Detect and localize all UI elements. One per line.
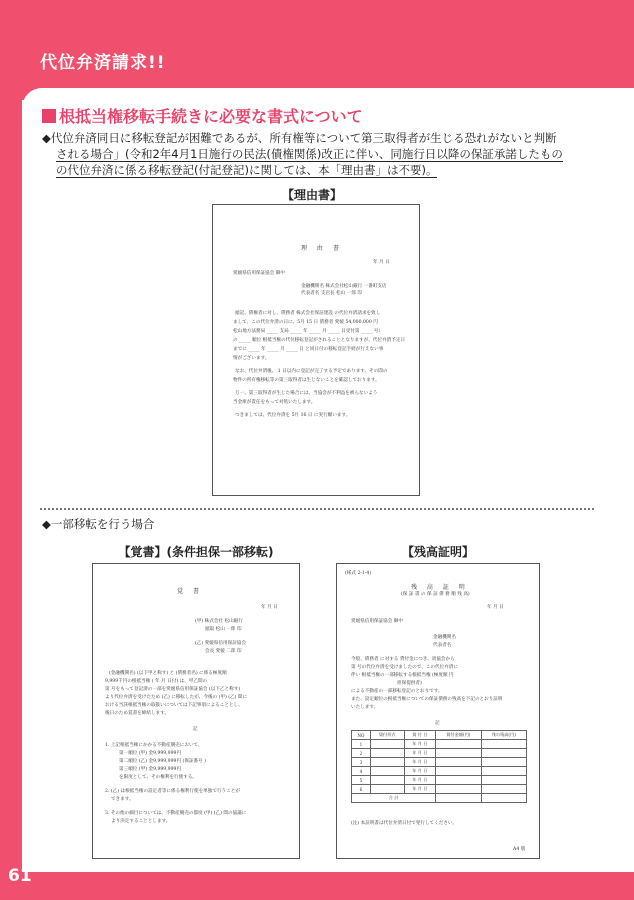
intro-line-1: ◆代位弁済同日に移転登記が困難であるが、所有権等について第三取得者が生じる恐れがないと判断 — [42, 131, 557, 145]
row-no: 4 — [352, 767, 371, 776]
balance-ki: 記 — [435, 721, 440, 726]
memo-party-1: (甲) 株式会社 松山銀行 — [195, 619, 243, 624]
row-type — [370, 749, 404, 758]
square-bullet-icon — [42, 109, 56, 123]
reason-body-10: 当金庫が責任をもって対処いたします。 — [233, 400, 316, 405]
intro-line-3: の代位弁済に係る移転登記(付記登記)に関しては、本「理由書」は不要)。 — [56, 163, 438, 177]
row-amount — [436, 776, 481, 785]
balance-document — [336, 563, 540, 859]
reason-from-1: 金融機関名 株式会社松山銀行 一番町支店 — [301, 284, 387, 289]
reason-to: 愛媛県信用保証協会 御中 — [233, 271, 285, 276]
balance-subtitle: (保 証 書 の 保 証 債 務 額 残 高) — [401, 592, 470, 597]
balance-body-4: 担保提供者) — [397, 681, 422, 686]
row-date: 年 月 日 — [404, 767, 435, 776]
balance-form-no: (様式 2-1-4) — [345, 571, 372, 576]
memo-item-2: 第一順位 (甲) 金9,999,999円 — [119, 751, 182, 756]
row-no: 3 — [352, 758, 371, 767]
balance-th-balance: 残の残高(円) — [481, 731, 526, 740]
memo-item-1: 1. 上記根抵当権にかかる不動産競売において、 — [105, 743, 203, 748]
heading — [42, 104, 363, 127]
balance-body-5: による不動産の一部移転登記のとおりです。 — [351, 689, 443, 694]
balance-th-type: 貸付形式 — [370, 731, 404, 740]
balance-table-header — [352, 731, 527, 740]
table-row — [352, 776, 527, 785]
section-title: 代位弁済請求!! — [40, 53, 166, 73]
total-amount — [436, 794, 481, 803]
table-row — [352, 749, 527, 758]
reason-body-7: なお、代位弁済後、 1 日以内に登記が完了する予定であります。その間の — [235, 369, 388, 374]
balance-caption: 【残高証明】 — [401, 545, 474, 559]
table-row — [352, 767, 527, 776]
reason-body-9: 万一、第三取得者が生じた場合には、当協会が不利益を被らないよう — [235, 391, 378, 396]
row-date: 年 月 日 — [404, 776, 435, 785]
row-no: 5 — [352, 776, 371, 785]
row-no: 6 — [352, 785, 371, 794]
memo-item-8: 3. その他の細目については、不動産競売の都度 (甲) (乙) 間の協議に — [105, 811, 247, 816]
total-label: 合 計 — [352, 794, 436, 803]
subheading: ◆一部移転を行う場合 — [42, 517, 155, 531]
table-row — [352, 740, 527, 749]
row-amount — [436, 758, 481, 767]
row-no: 1 — [352, 740, 371, 749]
row-balance — [481, 776, 526, 785]
balance-th-no: NO — [352, 731, 371, 740]
reason-document — [212, 204, 420, 496]
reason-date: 年 月 日 — [373, 260, 390, 265]
memo-ki: 記 — [193, 727, 198, 732]
reason-body-11: つきましては、代位弁済を 5月 16 日 に実行願います。 — [235, 413, 351, 418]
row-balance — [481, 758, 526, 767]
balance-bank: 金融機関名 — [433, 635, 456, 640]
balance-title: 残 高 証 明 — [411, 584, 469, 591]
balance-body-2: 第 号の代位弁済を受けましたので、この代位弁済に — [351, 665, 459, 670]
reason-title: 理 由 書 — [301, 245, 343, 252]
memo-body-6: 後日のため覚書を締結します。 — [105, 711, 169, 716]
memo-date: 年 月 日 — [261, 605, 278, 610]
row-date: 年 月 日 — [404, 749, 435, 758]
row-no: 2 — [352, 749, 371, 758]
balance-table — [351, 730, 527, 803]
memo-title: 覚 書 — [177, 588, 203, 595]
row-amount — [436, 740, 481, 749]
balance-th-date: 貸 付 日 — [404, 731, 435, 740]
dotted-divider — [40, 508, 594, 510]
heading-text: 根抵当権移転手続きに必要な書式について — [59, 107, 363, 126]
row-type — [370, 758, 404, 767]
balance-th-amount: 貸付金額(円) — [436, 731, 481, 740]
row-date: 年 月 日 — [404, 758, 435, 767]
reason-body-2: まして、この代位弁済の日に、5月 15 日 債務者 愛媛 54,000,000 円 — [233, 320, 378, 325]
memo-party-1b: 頭取 松山 一郎 印 — [205, 627, 242, 632]
row-amount — [436, 767, 481, 776]
balance-rep: 代表者名 — [433, 643, 452, 648]
intro-paragraph — [42, 130, 602, 178]
row-balance — [481, 767, 526, 776]
memo-party-2: (乙) 愛媛県信用保証協会 — [195, 641, 246, 646]
balance-note: (注) 本証明書は代位弁済日付で発行してください。 — [351, 821, 458, 826]
table-row — [352, 785, 527, 794]
row-type — [370, 785, 404, 794]
memo-item-6: 2. (乙) は根抵当権の設定者等に係る権利行使を単独で行うことが — [105, 789, 240, 794]
row-type — [370, 740, 404, 749]
balance-to: 愛媛県信用保証協会 御中 — [351, 619, 403, 624]
reason-body-8: 物件の所有権移転等の第三取得者は生じないことを確認しております。 — [233, 378, 380, 383]
memo-body-1: (金融機関名) (以下甲と称す) と (債務者名) に係る極度額 — [109, 671, 227, 676]
reason-body-4: の _____ 順位 根抵当権の代位移転登記がされることとなりますが、代位弁済予定日 — [233, 338, 406, 343]
row-balance — [481, 749, 526, 758]
balance-body-7: いたします。 — [351, 705, 379, 710]
page-number: 61 — [8, 866, 32, 886]
total-balance — [481, 794, 526, 803]
table-row — [352, 758, 527, 767]
memo-document — [92, 563, 300, 859]
memo-party-2b: 会長 愛媛 二郎 印 — [205, 649, 242, 654]
memo-body-5: おける当該根抵当権の取扱いについては下記事項によることとし、 — [105, 703, 243, 708]
row-amount — [436, 749, 481, 758]
memo-item-5: を限度として、その権利を行使する。 — [119, 775, 198, 780]
table-total-row — [352, 794, 527, 803]
balance-date: 年 月 日 — [487, 605, 504, 610]
reason-body-3: 松山地方法務局 _____ 支局 _____ 年 _____ 月 _____ 日受付第 _____ 号） — [233, 329, 384, 334]
row-date: 年 月 日 — [404, 740, 435, 749]
reason-from-2: 代表者名 支店長 松山 一郎 印 — [301, 291, 362, 296]
row-balance — [481, 785, 526, 794]
reason-body-6: 情がございます。 — [233, 356, 270, 361]
memo-item-9: より決定することとします。 — [111, 819, 171, 824]
row-date: 年 月 日 — [404, 785, 435, 794]
memo-body-4: より代位弁済を受けたため (乙) に移転したが、今後の (甲) (乙) 間に — [105, 695, 248, 700]
row-type — [370, 776, 404, 785]
balance-footer: A4 版 — [513, 847, 526, 852]
balance-body-1: 今般、債務者 に対する 貸付金につき、貴協会から — [351, 657, 455, 662]
memo-body-2: 9,999千円の根抵当権 ( 年 月 日付) は、甲乙間の — [105, 679, 208, 684]
row-amount — [436, 785, 481, 794]
row-type — [370, 767, 404, 776]
reason-body-5: までに _____ 年 _____ 月 _____ 日 と同日付の移転登記手続が行えない事 — [233, 347, 384, 352]
memo-item-4: 第三順位 (甲) 金9,999,999円 — [119, 767, 182, 772]
reason-caption: 【理由書】 — [281, 188, 342, 202]
intro-line-2: される場合」(令和2年4月1日施行の民法(債権関係)改正に伴い、同施行日以降の保証承諾したもの — [56, 147, 563, 161]
balance-body-3: 伴い 根抵当権の一部移転する根抵当権 (極度額 円 — [351, 673, 454, 678]
balance-body-6: また、設定順位の根抵当権についての保証債務の残高を下記のとおり証明 — [351, 697, 503, 702]
row-balance — [481, 740, 526, 749]
memo-item-3: 第二順位 (乙) 金9,999,999円 (保証番号 ) — [119, 759, 206, 764]
memo-item-7: できます。 — [111, 797, 134, 802]
memo-caption: 【覚書】(条件担保一部移転) — [118, 545, 274, 559]
memo-body-3: 第 号をもって登記済の一部を愛媛県信用保証協会 (以下乙と称す) — [105, 687, 241, 692]
top-band — [0, 0, 634, 90]
reason-body-1: 頭記、債権者に対し、債務者 株式会社保証建設 の代位弁済請求を致し — [235, 311, 381, 316]
